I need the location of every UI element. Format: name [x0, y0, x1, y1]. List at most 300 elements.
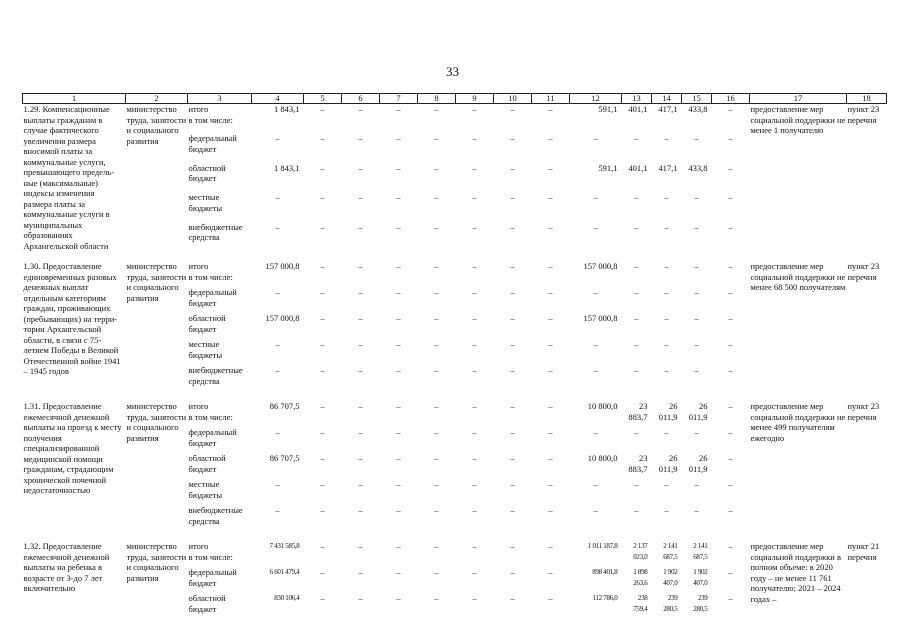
- value-cell: –: [548, 192, 553, 203]
- column-header: 16: [712, 94, 750, 104]
- value-cell: –: [510, 287, 515, 297]
- value-cell: –: [728, 313, 733, 323]
- value-cell: 238 759,4: [633, 594, 648, 613]
- value-cell: 2 137 023,0: [633, 542, 648, 561]
- value-cell: –: [275, 221, 280, 232]
- value-cell: –: [548, 479, 553, 489]
- column-header: 11: [532, 94, 570, 104]
- value-cell: 86 707,5: [269, 453, 300, 463]
- value-cell: –: [634, 192, 639, 203]
- value-cell: –: [664, 365, 669, 375]
- value-cell: –: [396, 453, 401, 463]
- measure-name-cell: 1.29. Компенсационные выплаты гражданам в случае фактического увеличения размера вносимой платы за коммунальные услуги, превышающего предель-ные (максимальные) индексы изменения размера платы за коммунальные услуги в муниципальных образованиях Архангельской области: [23, 104, 114, 251]
- value-cell: –: [472, 192, 477, 203]
- funding-source-label: областной бюджет: [188, 313, 226, 334]
- value-cell: –: [593, 365, 598, 375]
- value-cell: –: [694, 479, 699, 489]
- value-cell: –: [510, 339, 515, 349]
- funding-source-label: областной бюджет: [188, 593, 226, 614]
- funding-source-cell: [188, 163, 252, 192]
- column-header: 15: [682, 94, 712, 104]
- value-cell: –: [634, 479, 639, 489]
- column-header: 17: [750, 94, 847, 104]
- value-cell: –: [548, 541, 553, 551]
- value-cell: –: [634, 313, 639, 323]
- value-cell: –: [434, 365, 439, 375]
- value-cell: –: [434, 287, 439, 297]
- funding-source-cell: [188, 133, 252, 162]
- value-cell: –: [548, 365, 553, 375]
- value-cell: –: [320, 541, 325, 551]
- value-cell: 112 786,0: [592, 594, 618, 602]
- value-cell: –: [358, 453, 363, 463]
- basis-cell: пункт 21 перечня: [847, 541, 880, 562]
- value-cell: –: [358, 104, 363, 114]
- value-cell: –: [320, 593, 325, 603]
- column-header: 10: [494, 94, 532, 104]
- value-cell: 401,1: [628, 104, 648, 114]
- column-header: 8: [418, 94, 456, 104]
- value-cell: 1 843,1: [274, 104, 300, 114]
- value-cell: –: [434, 133, 439, 144]
- value-cell: –: [548, 401, 553, 411]
- value-cell: –: [728, 192, 733, 203]
- value-cell: 157 000,8: [583, 261, 618, 271]
- value-cell: 1 902 407,0: [663, 568, 678, 587]
- funding-source-label: итого: [188, 104, 209, 114]
- value-cell: –: [434, 567, 439, 577]
- value-cell: –: [728, 427, 733, 437]
- value-cell: –: [694, 505, 699, 515]
- value-cell: –: [472, 567, 477, 577]
- value-cell: –: [434, 221, 439, 232]
- measure-name-cell: 1.30. Предоставление единовременных разовых денежных выплат отдельным категориям граждан, проживающих (пребывающих) на терри-тории Архангельской области, в связи с 75-летием Победы в Великой Отечественной войне 1941 – 1945 годов: [23, 261, 121, 376]
- value-cell: –: [396, 162, 401, 173]
- column-header: 3: [188, 94, 252, 104]
- value-cell: –: [728, 505, 733, 515]
- value-cell: –: [593, 221, 598, 232]
- value-cell: 157 000,8: [265, 313, 300, 323]
- funding-source-cell: [188, 427, 252, 453]
- value-cell: 86 707,5: [269, 401, 300, 411]
- value-cell: –: [320, 479, 325, 489]
- value-cell: –: [548, 261, 553, 271]
- value-cell: –: [664, 313, 669, 323]
- value-cell: –: [728, 104, 733, 114]
- value-cell: –: [396, 313, 401, 323]
- value-cell: –: [593, 505, 598, 515]
- value-cell: –: [510, 505, 515, 515]
- value-cell: –: [510, 593, 515, 603]
- column-header: 5: [304, 94, 342, 104]
- value-cell: –: [320, 287, 325, 297]
- result-cell: предоставление мер социальной поддержки не менее 499 получателям ежегодно: [750, 401, 846, 443]
- value-cell: –: [472, 162, 477, 173]
- funding-source-sub: в том числе:: [188, 114, 233, 125]
- value-cell: –: [510, 133, 515, 144]
- value-cell: –: [634, 427, 639, 437]
- value-cell: 898 401,8: [592, 568, 618, 576]
- value-cell: –: [728, 593, 733, 603]
- funding-source-cell: [188, 567, 252, 593]
- value-cell: –: [593, 133, 598, 144]
- value-cell: –: [472, 287, 477, 297]
- value-cell: –: [358, 479, 363, 489]
- funding-source-label: внебюджетные средства: [188, 365, 243, 386]
- column-header: 12: [570, 94, 622, 104]
- value-cell: –: [728, 479, 733, 489]
- funding-source-label: итого: [188, 401, 209, 411]
- value-cell: –: [664, 133, 669, 144]
- value-cell: –: [472, 104, 477, 114]
- value-cell: 7 431 585,8: [269, 542, 300, 550]
- value-cell: –: [548, 221, 553, 232]
- value-cell: –: [472, 401, 477, 411]
- value-cell: 26 011,9: [658, 401, 678, 422]
- value-cell: –: [275, 133, 280, 144]
- funding-source-label: областной бюджет: [188, 162, 226, 184]
- value-cell: 239 280,5: [693, 594, 708, 613]
- value-cell: 157 000,8: [265, 261, 300, 271]
- value-cell: –: [358, 339, 363, 349]
- value-cell: –: [434, 453, 439, 463]
- funding-source-cell: [188, 479, 252, 505]
- value-cell: –: [434, 427, 439, 437]
- value-cell: –: [664, 505, 669, 515]
- value-cell: 591,1: [598, 162, 618, 173]
- value-cell: –: [396, 192, 401, 203]
- value-cell: –: [664, 479, 669, 489]
- value-cell: –: [510, 261, 515, 271]
- value-cell: –: [275, 365, 280, 375]
- column-header: 1: [23, 94, 126, 104]
- value-cell: –: [472, 261, 477, 271]
- value-cell: –: [472, 505, 477, 515]
- value-cell: –: [548, 339, 553, 349]
- value-cell: –: [728, 453, 733, 463]
- value-cell: –: [396, 221, 401, 232]
- value-cell: –: [548, 505, 553, 515]
- value-cell: 6 601 479,4: [269, 568, 300, 576]
- value-cell: 1 898 263,6: [633, 568, 648, 587]
- value-cell: –: [593, 479, 598, 489]
- value-cell: –: [358, 365, 363, 375]
- funding-source-sub: в том числе:: [188, 411, 233, 422]
- value-cell: –: [634, 261, 639, 271]
- value-cell: –: [728, 287, 733, 297]
- value-cell: –: [694, 221, 699, 232]
- funding-source-sub: в том числе:: [188, 271, 233, 282]
- funding-source-sub: в том числе:: [188, 551, 233, 562]
- value-cell: –: [358, 221, 363, 232]
- value-cell: –: [664, 261, 669, 271]
- value-cell: –: [320, 401, 325, 411]
- value-cell: –: [320, 339, 325, 349]
- table-row: [23, 261, 887, 287]
- funding-source-label: местные бюджеты: [188, 192, 223, 213]
- value-cell: –: [694, 192, 699, 203]
- value-cell: –: [472, 541, 477, 551]
- funding-source-cell: [188, 593, 252, 619]
- value-cell: –: [396, 541, 401, 551]
- block-spacer: [23, 251, 887, 261]
- value-cell: –: [593, 287, 598, 297]
- value-cell: 1 843,1: [274, 162, 300, 173]
- basis-cell: пункт 23 перечня: [847, 401, 880, 422]
- value-cell: –: [694, 365, 699, 375]
- value-cell: –: [320, 133, 325, 144]
- value-cell: –: [358, 287, 363, 297]
- value-cell: –: [694, 287, 699, 297]
- funding-source-label: местные бюджеты: [188, 479, 223, 500]
- funding-source-cell: [188, 453, 252, 479]
- value-cell: –: [548, 453, 553, 463]
- value-cell: –: [548, 162, 553, 173]
- value-cell: 2 141 687,5: [693, 542, 708, 561]
- value-cell: –: [275, 427, 280, 437]
- value-cell: –: [358, 313, 363, 323]
- value-cell: 591,1: [598, 104, 618, 114]
- funding-source-cell: [188, 261, 252, 287]
- value-cell: –: [510, 104, 515, 114]
- value-cell: –: [358, 261, 363, 271]
- column-numbers-header: [23, 94, 887, 104]
- basis-cell: пункт 23 перечня: [847, 104, 880, 125]
- value-cell: –: [548, 593, 553, 603]
- funding-source-cell: [188, 339, 252, 365]
- value-cell: –: [634, 339, 639, 349]
- value-cell: –: [434, 593, 439, 603]
- value-cell: –: [358, 162, 363, 173]
- value-cell: 830 106,4: [274, 594, 300, 602]
- value-cell: –: [728, 401, 733, 411]
- value-cell: –: [434, 162, 439, 173]
- value-cell: 26 011,9: [688, 401, 708, 422]
- value-cell: –: [664, 221, 669, 232]
- value-cell: –: [472, 221, 477, 232]
- table-row: [23, 401, 887, 427]
- block-spacer: [23, 391, 887, 401]
- value-cell: –: [434, 261, 439, 271]
- value-cell: 26 011,9: [658, 453, 678, 474]
- column-header: 13: [622, 94, 652, 104]
- value-cell: –: [396, 401, 401, 411]
- value-cell: –: [510, 567, 515, 577]
- value-cell: –: [320, 505, 325, 515]
- value-cell: 401,1: [628, 162, 648, 173]
- value-cell: 1 011 187,8: [587, 542, 618, 550]
- funding-source-cell: [188, 222, 252, 251]
- executor-cell: министерство труда, занятости и социального развития: [126, 104, 187, 146]
- value-cell: –: [275, 505, 280, 515]
- column-header: 2: [126, 94, 188, 104]
- value-cell: –: [396, 133, 401, 144]
- value-cell: –: [396, 287, 401, 297]
- value-cell: –: [664, 339, 669, 349]
- value-cell: –: [434, 505, 439, 515]
- value-cell: –: [694, 339, 699, 349]
- value-cell: –: [434, 104, 439, 114]
- value-cell: –: [728, 339, 733, 349]
- value-cell: –: [358, 192, 363, 203]
- value-cell: –: [548, 567, 553, 577]
- value-cell: –: [358, 427, 363, 437]
- funding-source-label: федеральный бюджет: [188, 427, 237, 448]
- funding-source-label: итого: [188, 541, 209, 551]
- value-cell: –: [434, 192, 439, 203]
- funding-source-cell: [188, 104, 252, 134]
- value-cell: –: [728, 567, 733, 577]
- executor-cell: министерство труда, занятости и социального развития: [126, 261, 187, 303]
- page-number: 33: [446, 64, 459, 79]
- value-cell: –: [472, 479, 477, 489]
- measure-name-cell: 1.32. Предоставление ежемесячной денежной выплаты на ребенка в возрасте от 3-до 7 лет включительно: [23, 541, 110, 593]
- value-cell: –: [320, 313, 325, 323]
- value-cell: –: [510, 221, 515, 232]
- value-cell: –: [472, 593, 477, 603]
- table-row: [23, 104, 887, 134]
- funding-source-cell: [188, 313, 252, 339]
- value-cell: –: [548, 313, 553, 323]
- executor-cell: министерство труда, занятости и социального развития: [126, 401, 187, 443]
- value-cell: –: [634, 221, 639, 232]
- value-cell: –: [728, 133, 733, 144]
- value-cell: –: [634, 365, 639, 375]
- value-cell: –: [358, 567, 363, 577]
- value-cell: –: [472, 427, 477, 437]
- value-cell: –: [434, 479, 439, 489]
- funding-source-label: федеральный бюджет: [188, 287, 237, 308]
- funding-source-label: внебюджетные средства: [188, 505, 243, 526]
- value-cell: –: [548, 427, 553, 437]
- value-cell: –: [472, 365, 477, 375]
- result-cell: предоставление мер социальной поддержки не менее 1 получателю: [750, 104, 846, 135]
- value-cell: –: [664, 287, 669, 297]
- funding-source-label: областной бюджет: [188, 453, 226, 474]
- value-cell: 239 280,5: [663, 594, 678, 613]
- value-cell: –: [548, 104, 553, 114]
- value-cell: –: [593, 427, 598, 437]
- value-cell: –: [320, 365, 325, 375]
- program-table: [22, 93, 887, 619]
- funding-source-label: внебюджетные средства: [188, 221, 243, 243]
- value-cell: –: [510, 313, 515, 323]
- value-cell: –: [694, 133, 699, 144]
- value-cell: –: [510, 365, 515, 375]
- value-cell: –: [548, 133, 553, 144]
- value-cell: –: [728, 365, 733, 375]
- value-cell: –: [358, 401, 363, 411]
- value-cell: 417,1: [658, 104, 678, 114]
- value-cell: –: [320, 162, 325, 173]
- value-cell: –: [472, 339, 477, 349]
- measure-name-cell: 1.31. Предоставление ежемесячной денежной выплаты на проезд к месту получения специализированной медицинской помощи гражданам, страдающим хронической почечной недостаточностью: [23, 401, 122, 495]
- value-cell: 23 883,7: [628, 453, 648, 474]
- value-cell: –: [275, 287, 280, 297]
- value-cell: –: [320, 221, 325, 232]
- value-cell: –: [434, 401, 439, 411]
- value-cell: –: [728, 221, 733, 232]
- column-header: 6: [342, 94, 380, 104]
- value-cell: –: [593, 192, 598, 203]
- funding-source-cell: [188, 365, 252, 391]
- value-cell: –: [275, 479, 280, 489]
- value-cell: –: [510, 162, 515, 173]
- value-cell: –: [275, 192, 280, 203]
- value-cell: –: [728, 261, 733, 271]
- value-cell: –: [694, 427, 699, 437]
- value-cell: –: [396, 567, 401, 577]
- value-cell: –: [694, 313, 699, 323]
- value-cell: 10 800,0: [587, 453, 618, 463]
- funding-source-cell: [188, 505, 252, 531]
- value-cell: 1 902 407,0: [693, 568, 708, 587]
- executor-cell: министерство труда, занятости и социального развития: [126, 541, 187, 583]
- column-header: 9: [456, 94, 494, 104]
- value-cell: –: [396, 365, 401, 375]
- value-cell: –: [320, 104, 325, 114]
- value-cell: 26 011,9: [688, 453, 708, 474]
- value-cell: –: [694, 261, 699, 271]
- value-cell: –: [434, 313, 439, 323]
- value-cell: –: [320, 453, 325, 463]
- column-header: 14: [652, 94, 682, 104]
- value-cell: 10 800,0: [587, 401, 618, 411]
- value-cell: 2 141 687,5: [663, 542, 678, 561]
- column-header: 7: [380, 94, 418, 104]
- value-cell: –: [472, 133, 477, 144]
- value-cell: –: [593, 339, 598, 349]
- value-cell: –: [510, 479, 515, 489]
- value-cell: –: [728, 541, 733, 551]
- funding-source-label: местные бюджеты: [188, 339, 223, 360]
- value-cell: –: [275, 339, 280, 349]
- value-cell: 433,8: [688, 162, 708, 173]
- funding-source-cell: [188, 541, 252, 567]
- value-cell: 157 000,8: [583, 313, 618, 323]
- value-cell: –: [634, 133, 639, 144]
- value-cell: –: [358, 505, 363, 515]
- value-cell: –: [320, 427, 325, 437]
- funding-source-cell: [188, 401, 252, 427]
- value-cell: –: [358, 133, 363, 144]
- value-cell: –: [396, 427, 401, 437]
- value-cell: –: [396, 261, 401, 271]
- funding-source-cell: [188, 287, 252, 313]
- value-cell: –: [434, 541, 439, 551]
- result-cell: предоставление мер социальной поддержки в полном объеме: в 2020 году – не менее 11 761 получателю; 2021 – 2024 годах –: [750, 541, 841, 604]
- value-cell: –: [320, 567, 325, 577]
- value-cell: –: [510, 541, 515, 551]
- value-cell: –: [472, 453, 477, 463]
- value-cell: –: [358, 541, 363, 551]
- value-cell: –: [472, 313, 477, 323]
- value-cell: –: [664, 192, 669, 203]
- block-spacer: [23, 531, 887, 541]
- value-cell: –: [510, 401, 515, 411]
- table-row: [23, 541, 887, 567]
- funding-source-label: федеральный бюджет: [188, 567, 237, 588]
- value-cell: –: [396, 339, 401, 349]
- funding-source-cell: [188, 192, 252, 221]
- value-cell: –: [510, 192, 515, 203]
- column-header: 4: [252, 94, 304, 104]
- value-cell: –: [396, 479, 401, 489]
- basis-cell: пункт 23 перечня: [847, 261, 880, 282]
- funding-source-label: федеральный бюджет: [188, 133, 237, 154]
- value-cell: –: [396, 505, 401, 515]
- value-cell: –: [320, 192, 325, 203]
